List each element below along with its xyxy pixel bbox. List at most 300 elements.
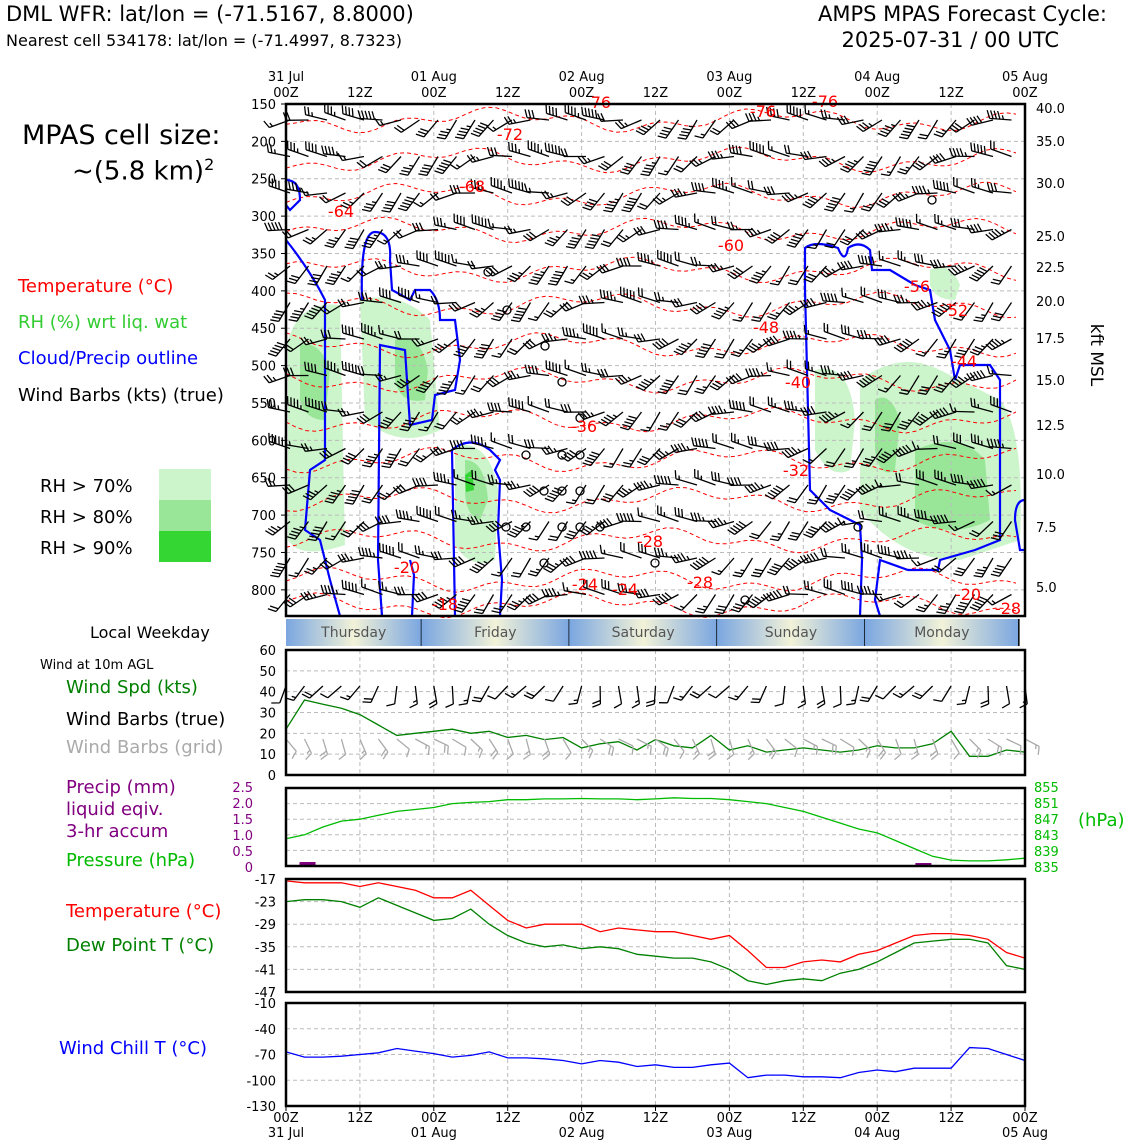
top-date-label: 04 Aug <box>854 70 901 85</box>
kft-tick-label: 12.5 <box>1036 419 1065 434</box>
kft-tick-label: 40.0 <box>1036 102 1065 117</box>
wind-barb <box>819 157 845 167</box>
wind-barb <box>561 193 586 206</box>
wind-barb <box>690 303 716 315</box>
temperature-contour-label: -52 <box>941 301 969 320</box>
wind-barb <box>491 303 512 321</box>
wind-barb <box>358 110 382 120</box>
wind-barb <box>542 739 550 760</box>
temperature-contour-label: -40 <box>784 373 812 392</box>
wind-barb <box>434 739 449 754</box>
precip-tick-label: 0 <box>244 861 253 876</box>
bottom-hour-label: 12Z <box>790 1111 817 1126</box>
wind-barb <box>548 266 568 285</box>
rh-legend-swatch <box>159 500 211 531</box>
wind-barb <box>396 254 419 266</box>
wind-barb <box>600 545 623 558</box>
wind-barb <box>653 339 679 350</box>
weekday-name: Thursday <box>321 625 387 641</box>
bottom-hour-label: 12Z <box>494 1111 521 1126</box>
wind-barb <box>764 186 790 194</box>
wind-barb <box>452 739 466 756</box>
wind-barb <box>897 157 919 175</box>
wind-barb <box>561 449 586 462</box>
wind-barb <box>507 522 530 538</box>
wind-barb <box>825 485 846 503</box>
temperature-tick-label: -17 <box>254 873 276 888</box>
temperature-contour-label: -64 <box>327 202 355 221</box>
wind-barb <box>450 157 475 170</box>
temperature-legend-item: Dew Point T (°C) <box>66 935 215 956</box>
wind-barb <box>545 686 563 701</box>
wind-legend-item: Wind Spd (kts) <box>66 677 198 698</box>
temperature-contour-label: -20 <box>954 585 982 604</box>
wind-barb <box>840 739 854 756</box>
wind-barb <box>915 253 938 266</box>
wind-barb <box>654 220 678 230</box>
wind-barb <box>783 331 808 339</box>
temperature-contour-label: -76 <box>749 102 777 121</box>
wind-barb <box>286 739 296 759</box>
wind-barb <box>634 334 660 343</box>
pressure-tick-label: 750 <box>251 546 276 562</box>
wind-barb <box>616 485 641 497</box>
wind-barb <box>658 376 679 394</box>
wind-barb <box>528 303 549 321</box>
wind-barb <box>641 412 661 431</box>
top-hour-label: 00Z <box>864 86 890 101</box>
wind-barb <box>617 258 642 266</box>
temperature-contour-label: -76 <box>811 92 839 111</box>
kft-tick-label: 17.5 <box>1036 332 1065 347</box>
wind-barb <box>320 739 328 760</box>
wind-barb <box>787 485 808 503</box>
wind-barb <box>569 686 582 704</box>
top-date-label: 31 Jul <box>267 70 305 85</box>
wind-barb <box>803 193 827 208</box>
wind-barb <box>345 230 364 249</box>
weekday-name: Saturday <box>611 625 675 641</box>
wind-barb <box>918 120 938 139</box>
wind-barb <box>286 686 305 700</box>
pressure-tick-label: 350 <box>251 247 276 263</box>
top-hour-label: 00Z <box>273 86 299 101</box>
top-date-label: 01 Aug <box>410 70 457 85</box>
wind-legend-item: Wind Barbs (grid) <box>66 737 224 758</box>
wind-barb <box>592 686 600 707</box>
wind-barb <box>418 157 438 176</box>
legend-upper-item: RH (%) wrt liq. wat <box>18 312 188 333</box>
pressure-tick-label: 450 <box>251 322 276 338</box>
wind-barb <box>416 120 438 137</box>
wind-barb <box>787 230 808 248</box>
wind-barb <box>957 686 970 705</box>
wind-barb <box>289 558 309 577</box>
wind-barb <box>896 217 919 229</box>
wind-barb <box>911 558 937 566</box>
pressure-tick-label: 855 <box>1034 781 1059 796</box>
wind-barb <box>911 739 918 759</box>
wind-barb <box>398 193 419 211</box>
lower-panel <box>286 1003 1025 1106</box>
wind-barb <box>860 686 878 702</box>
wind-barb <box>285 181 308 193</box>
wind-barb <box>751 686 767 703</box>
wind-barb <box>840 157 863 173</box>
wind-barb <box>325 266 345 285</box>
wind-barb <box>598 113 623 121</box>
wind-barb <box>967 224 993 233</box>
wind-barb <box>678 120 697 139</box>
wind-barb <box>525 365 549 376</box>
wind-barb <box>712 558 735 575</box>
wind-barb <box>472 686 489 702</box>
wind-chill-legend-item: Wind Chill T (°C) <box>59 1038 207 1059</box>
wind-barb <box>804 580 826 594</box>
pressure-tick-label: 150 <box>251 98 276 113</box>
bottom-date-label: 03 Aug <box>706 1126 753 1140</box>
bottom-hour-label: 00Z <box>864 1111 890 1126</box>
wind-barb <box>708 686 729 698</box>
temperature-contour-label: -44 <box>950 352 978 371</box>
temperature-tick-label: -41 <box>254 963 276 979</box>
precip-legend-item: Precip (mm) <box>66 777 176 798</box>
wind-barb <box>583 449 605 466</box>
wind-barb <box>429 686 437 708</box>
bottom-hour-label: 12Z <box>347 1111 373 1126</box>
wind-barb <box>363 686 379 702</box>
wind-barb <box>386 686 397 706</box>
wind-barb <box>380 543 401 558</box>
wind-barb <box>632 686 640 708</box>
precip-tick-label: 1.0 <box>232 829 253 844</box>
wind-barb <box>708 739 716 760</box>
wind-barb <box>729 144 752 156</box>
top-date-label: 03 Aug <box>706 70 753 85</box>
title-right-2: 2025-07-31 / 00 UTC <box>841 28 1059 52</box>
temperature-legend-item: Temperature (°C) <box>66 901 222 922</box>
wind-barb <box>301 188 327 196</box>
wind-barb <box>488 402 512 412</box>
wind-barb <box>585 230 605 249</box>
wind-barb <box>325 230 346 248</box>
temperature-tick-label: -35 <box>254 940 276 956</box>
wind-barb <box>821 548 845 558</box>
rh-legend-label: RH > 70% <box>40 476 133 497</box>
wind-barb <box>546 105 567 120</box>
wind-barb <box>745 483 771 493</box>
temperature-contour-label: -48 <box>752 318 780 337</box>
precip-tick-label: 0.5 <box>232 845 253 860</box>
wind-barb <box>695 595 715 614</box>
wind-barb <box>511 558 530 577</box>
wind-barb <box>504 226 530 234</box>
wind-barb <box>857 120 883 132</box>
wind-barb <box>708 263 734 272</box>
rh-legend-label: RH > 90% <box>40 538 133 559</box>
wind-barb <box>620 412 641 430</box>
wind-barb <box>637 739 651 755</box>
temperature-contour-label: -68 <box>458 177 486 196</box>
wind-barb <box>767 558 789 575</box>
wind-barb <box>861 193 882 211</box>
wind-barb <box>658 412 679 430</box>
wind-barb <box>545 143 567 157</box>
kft-tick-label: 22.5 <box>1036 261 1065 276</box>
wind-barb <box>602 323 623 339</box>
precip-legend-item: Pressure (hPa) <box>66 850 196 871</box>
wind-barb <box>692 437 716 448</box>
wind-barb <box>659 686 674 703</box>
wind-barb <box>711 303 734 320</box>
wind-tick-label: 20 <box>259 727 276 743</box>
bottom-date-label: 05 Aug <box>1001 1126 1049 1140</box>
wind-barb <box>658 157 678 175</box>
wind-barb <box>930 260 956 268</box>
wind-barb <box>936 595 956 614</box>
wind-barb <box>933 180 956 193</box>
wind-barb <box>603 193 623 212</box>
top-hour-label: 12Z <box>938 86 964 101</box>
wind-barb <box>749 522 771 539</box>
temperature-contour-label: -28 <box>636 532 664 551</box>
wind-barb <box>340 686 360 700</box>
kft-tick-label: 7.5 <box>1036 521 1057 536</box>
wind-barb <box>821 293 845 303</box>
wind-barb <box>541 446 567 455</box>
legend-upper-item: Temperature (°C) <box>18 276 174 297</box>
bottom-date-label: 31 Jul <box>267 1126 305 1140</box>
top-hour-label: 00Z <box>716 86 743 101</box>
pressure-tick-label: 200 <box>251 135 276 151</box>
pressure-tick-label: 843 <box>1034 829 1059 844</box>
wind-barb <box>615 120 641 129</box>
precip-legend-item: 3-hr accum <box>66 821 169 842</box>
wind-barb <box>622 193 642 212</box>
bottom-hour-label: 00Z <box>273 1111 299 1126</box>
temperature-tick-label: -29 <box>254 918 276 934</box>
wind-barb <box>728 522 753 535</box>
kft-tick-label: 15.0 <box>1036 374 1065 389</box>
wind-barb <box>895 739 902 760</box>
wind-barb <box>748 739 754 760</box>
wind-barb <box>692 182 716 193</box>
wind-barb <box>765 485 789 499</box>
wind-barb <box>764 442 790 451</box>
kft-tick-label: 5.0 <box>1036 581 1057 596</box>
temperature-contour-label: -28 <box>686 573 714 592</box>
pressure-tick-label: 650 <box>251 471 276 487</box>
wind-barb <box>765 230 790 244</box>
wind-barb <box>746 595 771 608</box>
wind-barb <box>875 686 895 699</box>
lower-panel <box>271 650 1039 775</box>
wind-barb <box>618 327 642 339</box>
wind-barb <box>470 303 494 318</box>
wind-barb <box>339 739 346 760</box>
wind-barb <box>565 266 587 284</box>
wind-barb <box>798 686 806 708</box>
bottom-date-label: 02 Aug <box>558 1126 605 1140</box>
wind-tick-label: 30 <box>259 706 276 722</box>
bottom-hour-label: 00Z <box>1012 1111 1038 1126</box>
wind-barb <box>360 739 366 760</box>
wind-barb <box>524 686 545 699</box>
pressure-tick-label: 550 <box>251 396 276 412</box>
wind-barb <box>489 739 498 759</box>
temperature-tick-label: -23 <box>254 895 276 911</box>
wind-barb <box>824 193 845 211</box>
wind-barb <box>432 339 457 353</box>
wind-barb <box>833 686 841 707</box>
rh-legend-label: RH > 80% <box>40 507 133 528</box>
kft-tick-label: 10.0 <box>1036 468 1065 483</box>
wind-barb <box>881 157 901 176</box>
wind-tick-label: 50 <box>259 664 276 680</box>
wind-barb <box>913 157 938 170</box>
calm-wind-circle <box>928 196 936 204</box>
wind-barb <box>362 193 382 211</box>
wind-barb <box>382 449 402 468</box>
wind-barb <box>523 230 549 241</box>
wind-barb <box>566 230 586 249</box>
wind-barb <box>951 739 959 759</box>
wind-barb <box>768 141 789 157</box>
lower-panel <box>286 879 1025 992</box>
wind-chill-tick-label: -100 <box>246 1074 276 1090</box>
wind-barb <box>585 485 605 504</box>
temperature-contour-label: -56 <box>903 277 931 296</box>
wind-barb <box>981 686 989 707</box>
top-hour-label: 12Z <box>347 86 373 101</box>
wind-barb <box>492 339 512 357</box>
wind-barb <box>603 449 623 468</box>
rh-shading <box>815 369 855 473</box>
wind-barb <box>601 230 623 247</box>
wind-barb <box>862 157 882 176</box>
wind-barb <box>804 325 826 339</box>
wind-barb <box>986 339 1012 350</box>
weekday-label: Local Weekday <box>90 623 210 642</box>
wind-barb <box>728 686 748 700</box>
pressure-tick-label: 600 <box>251 434 276 450</box>
wind-barb <box>437 120 457 139</box>
temperature-contour-label: -20 <box>393 558 421 577</box>
weekday-name: Sunday <box>764 625 818 641</box>
wind-barb <box>658 120 679 138</box>
wind-barb <box>305 106 327 120</box>
wind-barb <box>733 558 753 577</box>
kft-tick-label: 35.0 <box>1036 135 1065 150</box>
wind-barb <box>731 339 753 357</box>
wind-barb <box>715 339 735 358</box>
wind-barb <box>713 178 734 193</box>
pressure-tick-label: 700 <box>251 509 276 525</box>
wind-barb <box>729 400 752 412</box>
wind-barb <box>930 739 938 760</box>
wind-barb <box>410 686 418 708</box>
wind-chill-tick-label: -10 <box>254 997 276 1012</box>
temperature-contour-label: -24 <box>611 580 639 599</box>
wind-barb <box>969 266 993 281</box>
wind-barb <box>638 252 660 266</box>
temperature-tick-label: -47 <box>254 986 276 1001</box>
pressure-tick-label: 851 <box>1034 797 1059 812</box>
bottom-date-label: 04 Aug <box>854 1126 901 1140</box>
legend-upper-item: Cloud/Precip outline <box>18 348 199 369</box>
wind-barb <box>529 266 549 284</box>
wind-chill-tick-label: -70 <box>254 1048 276 1064</box>
bottom-hour-label: 00Z <box>421 1111 447 1126</box>
wind-barb <box>673 686 692 700</box>
wind-barb <box>382 193 402 212</box>
wind-barb <box>394 120 419 132</box>
wind-barb <box>580 266 605 280</box>
lower-panel <box>286 788 1025 866</box>
wind-barb <box>674 595 697 611</box>
top-hour-label: 00Z <box>1012 86 1038 101</box>
wind-barb <box>646 686 655 706</box>
wind-barb <box>378 739 388 759</box>
wind-barb <box>766 739 776 759</box>
wind-barb <box>953 558 974 576</box>
wind-barb <box>599 412 624 426</box>
wind-barb <box>783 558 808 570</box>
pressure-tick-label: 500 <box>251 359 276 375</box>
wind-barb <box>600 739 614 756</box>
pressure-tick-label: 800 <box>251 583 276 599</box>
wind-barb <box>434 217 457 230</box>
wind-barb <box>617 513 642 521</box>
wind-barb <box>303 230 327 245</box>
weekday-name: Friday <box>474 625 517 641</box>
wind-barb <box>446 686 454 707</box>
cell-size-line1: MPAS cell size: <box>22 120 221 151</box>
pressure-tick-label: 835 <box>1034 861 1059 876</box>
wind-tick-label: 0 <box>267 769 276 784</box>
bottom-date-label: 01 Aug <box>410 1126 457 1140</box>
wind-legend-item: Wind Barbs (true) <box>66 709 226 730</box>
wind-barb <box>749 266 771 283</box>
precip-tick-label: 2.5 <box>232 781 253 796</box>
wind-barb <box>582 739 593 758</box>
wind-barb <box>487 686 507 699</box>
wind-tick-label: 40 <box>259 685 276 701</box>
wind-barb <box>970 739 981 758</box>
wind-barb <box>287 266 309 284</box>
wind-barb <box>674 739 684 759</box>
wind-tick-label: 60 <box>259 644 276 659</box>
precip-tick-label: 2.0 <box>232 797 253 812</box>
wind-barb <box>988 739 1002 756</box>
wind-barb <box>305 739 312 760</box>
top-hour-label: 12Z <box>790 86 817 101</box>
wind-barb <box>452 254 475 266</box>
wind-barb <box>615 375 641 384</box>
wind-barb <box>878 120 901 137</box>
wind-barb <box>598 157 623 171</box>
wind-barb <box>770 522 790 541</box>
wind-barb <box>693 739 700 760</box>
temperature-contour-label: -32 <box>782 461 810 480</box>
top-hour-label: 00Z <box>421 86 447 101</box>
wind-barb <box>991 140 1012 156</box>
wind-barb <box>695 376 716 394</box>
wind-barb <box>1002 686 1009 708</box>
wind-barb <box>616 230 641 242</box>
pressure-tick-label: 250 <box>251 172 276 188</box>
wind-barb <box>578 156 604 164</box>
